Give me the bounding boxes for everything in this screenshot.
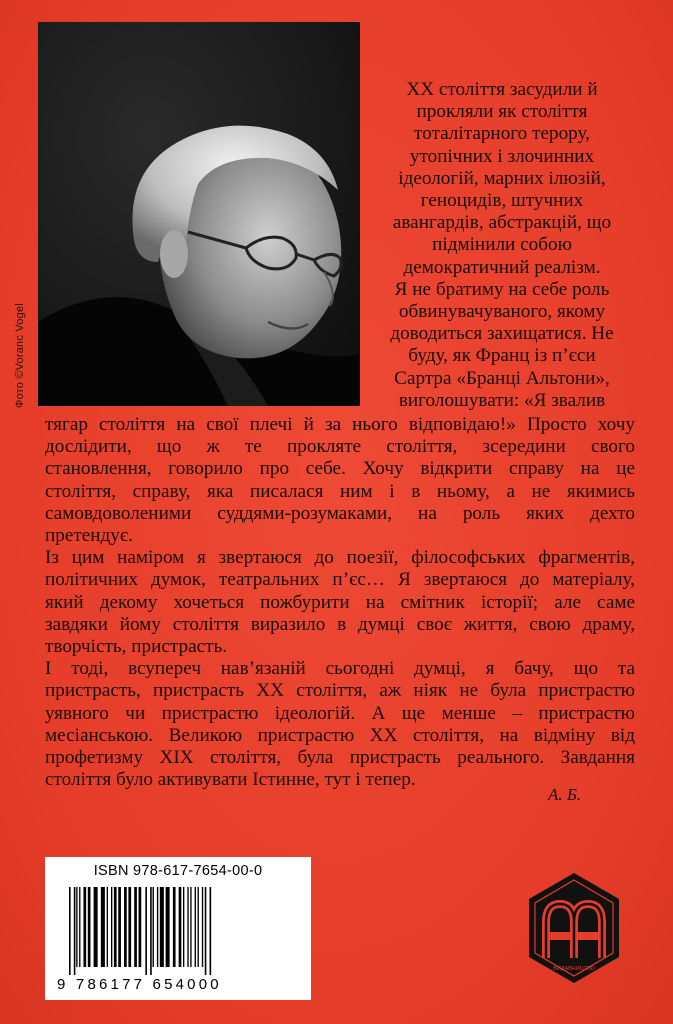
text-line: творчість, пристрасть.: [45, 636, 228, 658]
author-signature: А. Б.: [548, 785, 582, 804]
barcode-bar: [187, 887, 188, 967]
barcode-panel: [45, 857, 311, 1000]
text-line: І тоді, всупереч навʼязаній сьогодні думці, я бачу, що та: [45, 658, 635, 680]
barcode-bar: [195, 887, 196, 967]
main-text-block: [45, 414, 635, 791]
isbn-label: ISBN 978-617-7654-00-0: [93, 863, 263, 879]
barcode-bar: [74, 887, 76, 975]
barcode-bar: [202, 887, 203, 967]
barcode-bar: [145, 887, 147, 975]
barcode-bar: [83, 887, 86, 967]
text-line: дослідити, що ж те прокляте століття, зсередини свого: [45, 436, 635, 458]
text-line: Сартра «Бранці Альтони»,: [394, 367, 610, 389]
text-line: XX століття засудили й: [406, 79, 598, 100]
barcode-bar: [76, 887, 77, 967]
barcode-bar: [94, 887, 98, 967]
barcode-bar: [205, 887, 207, 975]
author-photo: [38, 22, 360, 406]
barcode-bar: [134, 887, 137, 967]
barcode-bar: [118, 887, 121, 967]
barcode-bar: [107, 887, 108, 967]
text-line: пристрасть, пристрасть XX століття, аж ніяк не була пристрастю: [45, 680, 635, 702]
text-line: геноцидів, штучних: [420, 190, 584, 212]
text-line: століття, справу, яка писалася ним і в ньому, а не якимись: [45, 480, 635, 502]
text-line: виголошувати: «Я звалив: [398, 389, 606, 411]
text-line: самовдоволеними суддями-розумаками, на роль яких дехто: [45, 502, 635, 524]
barcode-bar: [139, 887, 142, 967]
barcode-bar: [153, 887, 154, 967]
text-line: ідеологій, марних ілюзій,: [398, 167, 606, 189]
barcode-bar: [111, 887, 112, 967]
logo-caption: ВИДАВНИЦТВО: [553, 966, 595, 972]
text-line: який декому хочеться пожбурити на смітник історії; але саме: [45, 591, 635, 613]
text-line: прокляли як століття: [416, 101, 588, 123]
text-line: завдяки йому століття виразило в думці своє життя, свою драму,: [45, 613, 635, 635]
barcode-bar: [124, 887, 127, 967]
text-line: політичних думок, театральних пʼєс… Я звертаюся до матеріалу,: [45, 569, 635, 591]
barcode-icon: [67, 887, 299, 975]
text-line: тоталітарного терору,: [414, 123, 590, 145]
text-line: підмінили собою: [432, 234, 572, 256]
text-line: претендує.: [45, 525, 133, 547]
text-line: профетизму XIX століття, була пристрасть реального. Завдання: [45, 747, 635, 769]
text-line: уявного чи пристрастю ідеологій. А ще менше – пристрастю: [45, 702, 635, 724]
text-line: демократичний реалізм.: [403, 256, 601, 278]
barcode-bar: [210, 887, 212, 975]
barcode-bar: [183, 887, 184, 967]
barcode-bar: [157, 887, 158, 967]
text-line: буду, як Франц із пʼєси: [408, 345, 596, 367]
barcode-digits: 9 786177 654000: [57, 976, 222, 993]
text-line: доводиться захищатися. Не: [390, 323, 614, 345]
text-line: століття було активувати Істинне, тут і тепер.: [45, 769, 416, 791]
text-line: Із цим наміром я звертаюся до поезії, філософських фрагментів,: [45, 547, 635, 569]
barcode-bar: [69, 887, 71, 975]
text-line: становлення, говорило про себе. Хочу відкрити справу на це: [45, 458, 635, 480]
text-line: авангардів, абстракцій, що: [392, 212, 612, 234]
barcode-bar: [190, 887, 191, 967]
barcode-bar: [198, 887, 199, 967]
publisher-logo: [524, 870, 624, 986]
barcode-bar: [173, 887, 176, 967]
barcode-bar: [79, 887, 80, 967]
barcode-bar: [160, 887, 164, 967]
text-line: тягар століття на свої плечі й за нього відповідаю!» Просто хочу: [45, 414, 635, 435]
intro-text-column: [368, 79, 636, 412]
barcode-bar: [128, 887, 131, 967]
barcode-bar: [150, 887, 152, 975]
text-line: месіанською. Великою пристрастю XX століття, на відміну від: [45, 724, 635, 746]
photo-credit: Фото ©Voranc Vogel: [14, 303, 26, 408]
barcode-bar: [101, 887, 105, 967]
barcode-bar: [88, 887, 91, 967]
text-line: утопічних і злочинних: [409, 145, 595, 167]
text-line: Я не братиму на себе роль: [394, 278, 610, 300]
barcode-bar: [114, 887, 117, 967]
author-portrait-image: [38, 22, 360, 406]
barcode-bar: [166, 887, 170, 967]
barcode-bar: [179, 887, 182, 967]
text-line: обвинувачуваного, якому: [398, 301, 606, 323]
